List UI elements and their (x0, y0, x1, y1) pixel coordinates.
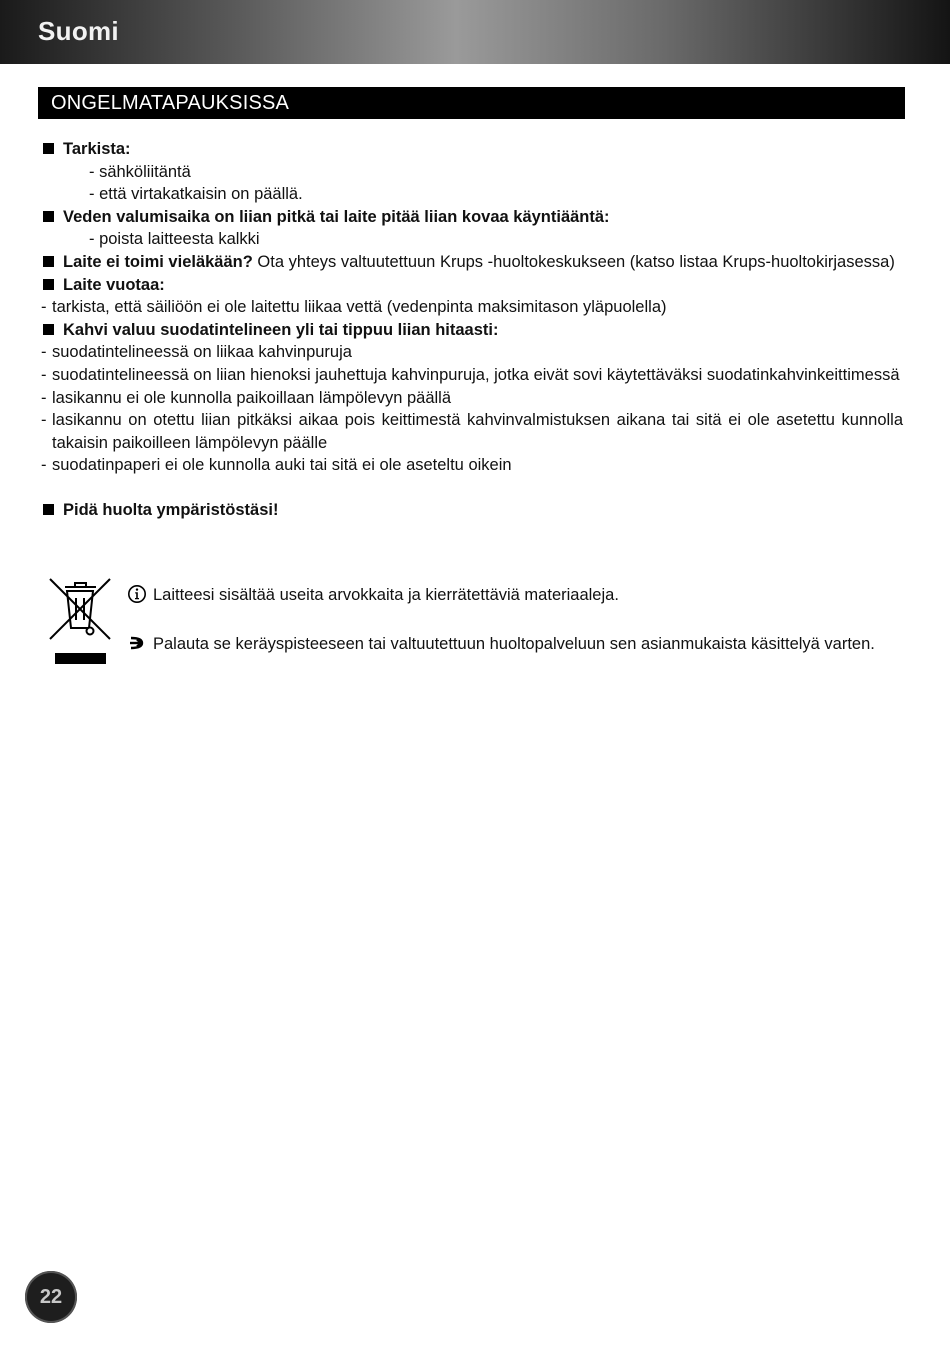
bullet-square-icon (43, 324, 54, 335)
bullet-square-icon (43, 504, 54, 515)
bullet-square-icon (43, 143, 54, 154)
coffee-overflow-item: - suodatintelineessä on liikaa kahvinpuruja (41, 341, 903, 364)
not-working-heading: Laite ei toimi vieläkään? (63, 252, 253, 271)
not-working-paragraph (41, 251, 903, 274)
check-item: - sähköliitäntä (89, 162, 191, 181)
leaking-item: - tarkista, että säiliöön ei ole laitettu liikaa vettä (vedenpinta maksimitason yläpuolella) (41, 296, 903, 319)
bullet-square-icon (43, 279, 54, 290)
check-heading: Tarkista: (41, 138, 903, 161)
water-time-item: - poista laitteesta kalkki (89, 230, 260, 249)
info-row (127, 584, 903, 607)
header-band (0, 0, 950, 64)
crossed-out-wheelie-bin-icon (47, 576, 113, 642)
bin-underline-bar (55, 653, 106, 664)
section-title: ONGELMATAPAUKSISSA (51, 92, 290, 114)
troubleshooting-content (41, 138, 903, 522)
bullet-square-icon (43, 211, 54, 222)
environment-heading: Pidä huolta ympäristöstäsi! (41, 499, 903, 522)
coffee-overflow-item: - suodatinpaperi ei ole kunnolla auki tai sitä ei ole aseteltu oikein (41, 454, 903, 477)
coffee-overflow-item: - lasikannu ei ole kunnolla paikoillaan lämpölevyn päällä (41, 387, 903, 410)
not-working-text: Ota yhteys valtuutettuun Krups -huoltokeskukseen (katso listaa Krups-huoltokirjasessa) (257, 252, 895, 271)
environment-section (41, 574, 903, 684)
info-text: Laitteesi sisältää useita arvokkaita ja kierrätettäviä materiaaleja. (153, 586, 619, 604)
page-number-badge (25, 1271, 77, 1323)
coffee-overflow-heading: Kahvi valuu suodatintelineen yli tai tippuu liian hitaasti: (41, 319, 903, 342)
section-heading-bar (38, 87, 905, 119)
page-number: 22 (39, 1285, 63, 1308)
recycle-text: Palauta se keräyspisteeseen tai valtuutettuun huoltopalveluun sen asianmukaista käsittelyä varten. (153, 635, 875, 653)
arrow-right-icon (127, 633, 147, 653)
leaking-heading: Laite vuotaa: (41, 274, 903, 297)
check-item: - että virtakatkaisin on päällä. (89, 185, 303, 204)
language-title: Suomi (38, 16, 119, 46)
bullet-square-icon (43, 256, 54, 267)
recycle-row (127, 633, 903, 656)
water-time-heading: Veden valumisaika on liian pitkä tai laite pitää liian kovaa käyntiääntä: (41, 206, 903, 229)
coffee-overflow-item: - lasikannu on otettu liian pitkäksi aikaa pois keittimestä kahvinvalmistuksen aikana tai sitä ei ole asetettu kunnolla takaisin paikoilleen lämpölevyn päälle (41, 409, 903, 454)
info-icon (127, 584, 147, 604)
coffee-overflow-item: - suodatintelineessä on liian hienoksi jauhettuja kahvinpuruja, jotka eivät sovi käytettäväksi suodatinkahvinkeittimessä (41, 364, 903, 387)
